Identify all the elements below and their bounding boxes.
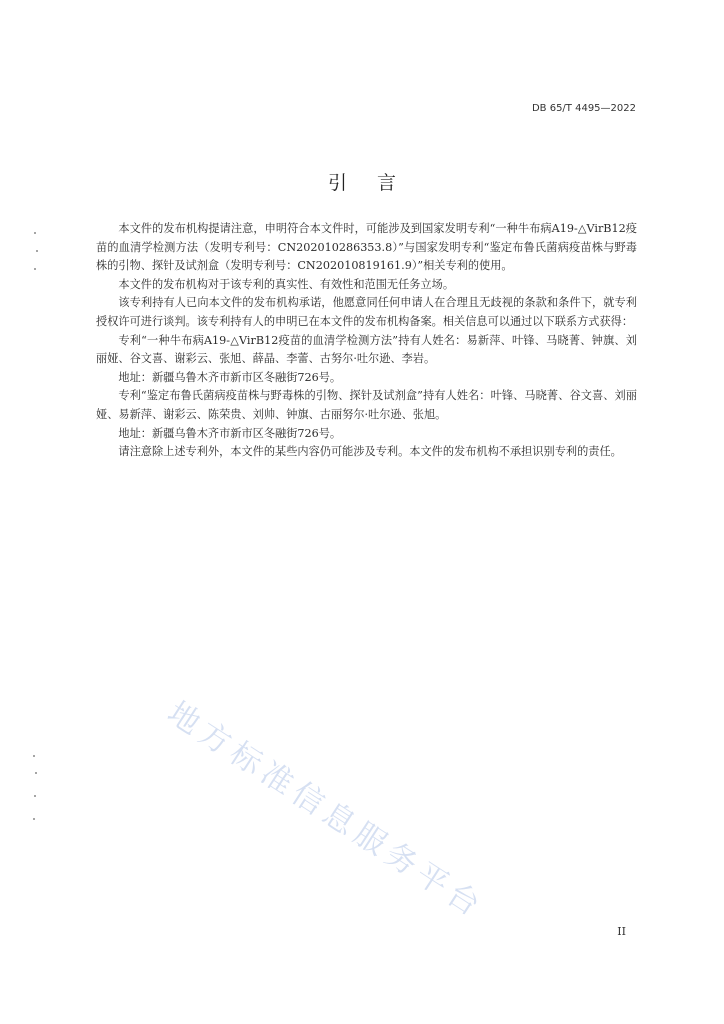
- scan-artifact: [33, 755, 35, 757]
- paragraph-no-position: 本文件的发布机构对于该专利的真实性、有效性和范围无任务立场。: [118, 277, 455, 291]
- paragraph-patent2-holders: 专利“鉴定布鲁氏菌病疫苗株与野毒株的引物、探针及试剂盒”持有人姓名：叶锋、马晓菁、谷文喜、刘丽娅、易新萍、谢彩云、陈荣贵、刘帅、钟旗、古丽努尔·吐尔逊、张旭。: [96, 389, 637, 421]
- scan-artifact: [34, 268, 36, 270]
- paragraph-other-patents: 请注意除上述专利外，本文件的某些内容仍可能涉及专利。本文件的发布机构不承担识别专利的责任。: [118, 445, 622, 459]
- scan-artifact: [34, 232, 36, 234]
- page-title: 引言: [327, 172, 426, 194]
- page-number: II: [617, 925, 626, 938]
- watermark: 地方标准信息服务平台: [161, 694, 491, 927]
- paragraph-patent1-holders: 专利“一种牛布病A19-△VirB12疫苗的血清学检测方法”持有人姓名：易新萍、叶锋、马晓菁、钟旗、刘丽娅、谷文喜、谢彩云、张旭、薛晶、李蕾、古努尔·吐尔逊、李岩。: [96, 333, 637, 366]
- scan-artifact: [33, 818, 35, 820]
- document-code: DB 65/T 4495—2022: [531, 103, 636, 114]
- scan-artifact: [35, 772, 37, 774]
- paragraph-patent-notice: 本文件的发布机构提请注意，申明符合本文件时，可能涉及到国家发明专利“一种牛布病A19-△VirB12疫苗的血清学检测方法（发明专利号：CN202010286353.8）”与国家发明专利“鉴定布鲁氏菌病疫苗株与野毒株的引物、探针及试剂盒（发明专利号：CN202010819161.9）”相关专利的使用。: [96, 222, 637, 273]
- scan-artifact: [34, 795, 36, 797]
- scan-artifact: [36, 250, 38, 252]
- paragraph-holder-commitment: 该专利持有人已向本文件的发布机构承诺，他愿意同任何申请人在合理且无歧视的条款和条件下，就专利授权许可进行谈判。该专利持有人的申明已在本文件的发布机构备案。相关信息可以通过以下联系方式获得：: [96, 296, 637, 328]
- body-text: [96, 220, 637, 462]
- paragraph-patent1-address: 地址：新疆乌鲁木齐市新市区冬融街726号。: [118, 370, 342, 384]
- paragraph-patent2-address: 地址：新疆乌鲁木齐市新市区冬融街726号。: [118, 426, 342, 440]
